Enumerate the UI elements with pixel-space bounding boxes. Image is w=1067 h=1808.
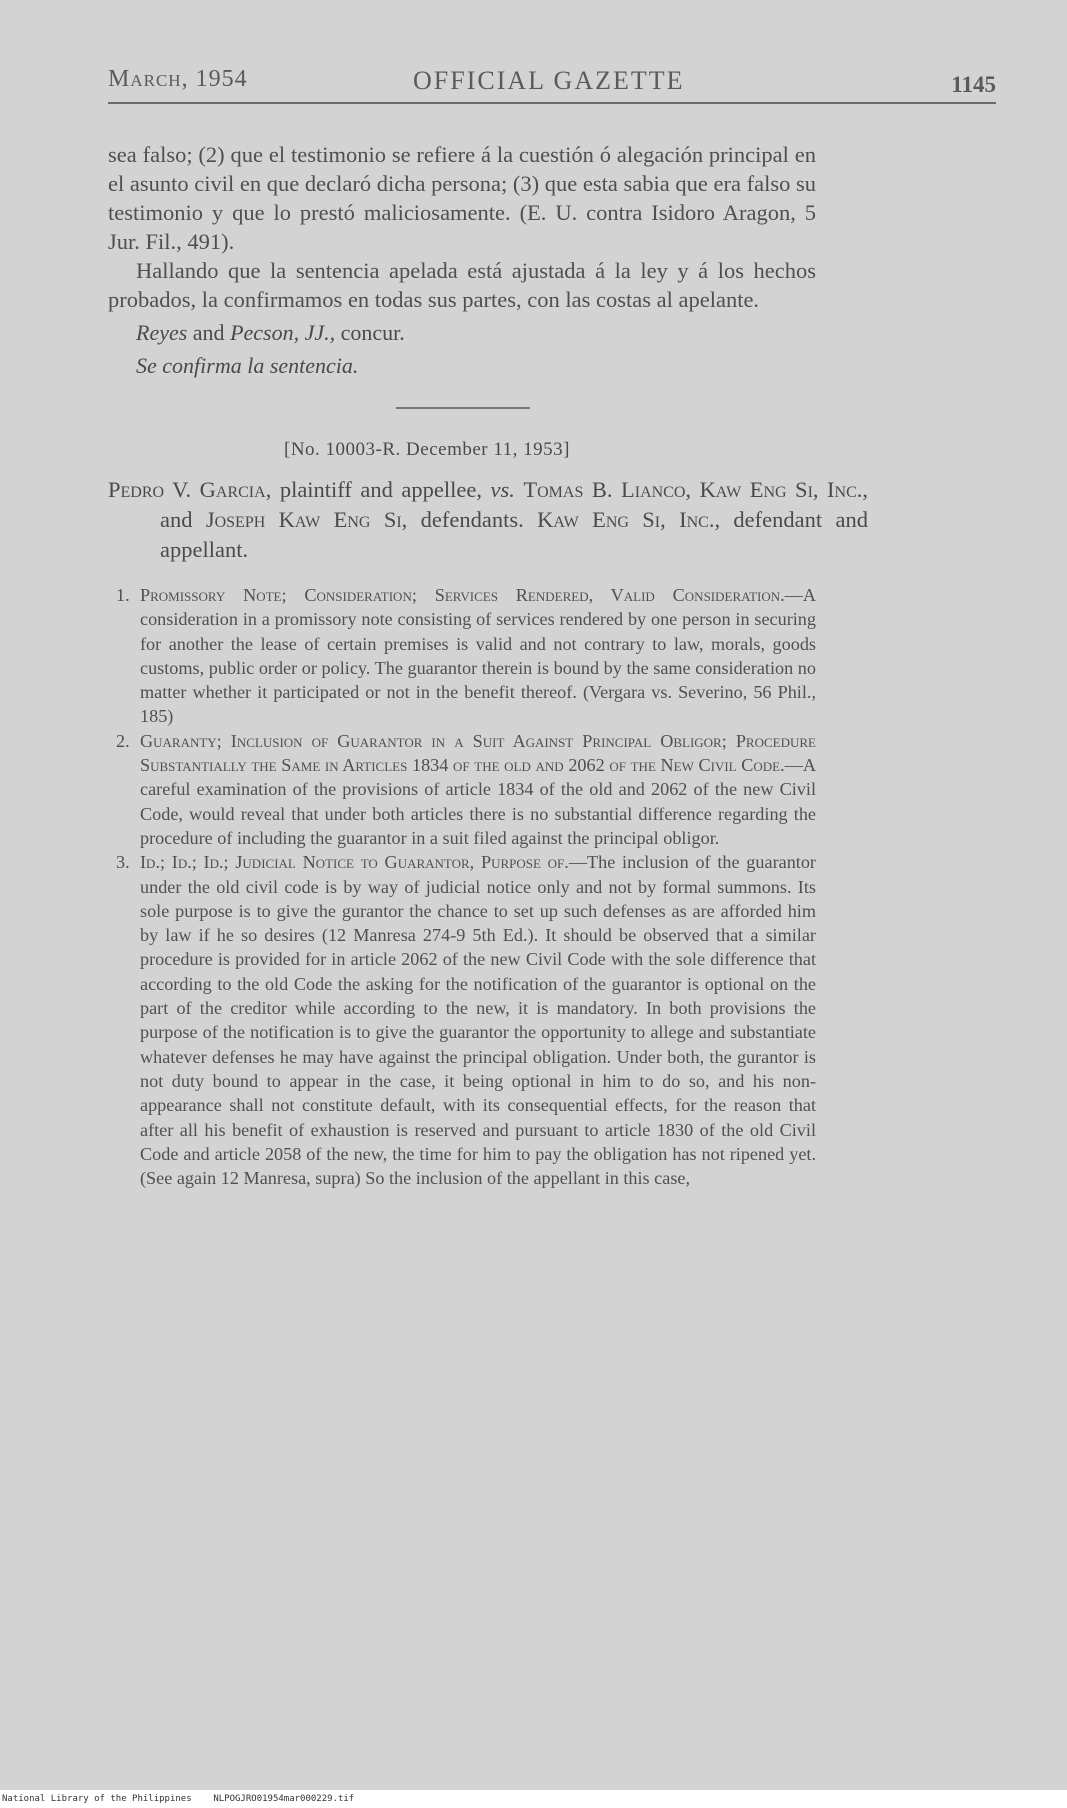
section-divider	[396, 407, 530, 409]
plaintiff-role: , plaintiff and appellee,	[265, 477, 491, 502]
running-header	[108, 62, 996, 104]
scan-footer	[2, 1794, 354, 1804]
syllabus-text: —A careful examination of the provisions of article 1834 of the old and 2062 of the new Civil Code, would reveal that under both articles there is no substantial difference regarding the procedure of including the guarantor in a suit filed against the principal obligor.	[140, 755, 816, 848]
appellant-role: , defendant and appellant.	[160, 507, 868, 562]
versus: vs.	[490, 477, 515, 502]
concur-and: and	[187, 320, 231, 345]
syllabus-item	[108, 583, 816, 729]
separator-1: ,	[685, 477, 700, 502]
syllabus-number: 3.	[116, 852, 130, 873]
syllabus-heading: Promissory Note; Consideration; Services Rendered, Valid Consideration.	[140, 585, 785, 605]
syllabus-item	[108, 850, 816, 1190]
case-number: [No. 10003-R. December 11, 1953]	[284, 439, 570, 460]
concur-justice-2: Pecson, JJ.,	[230, 320, 336, 345]
defendant-2: Kaw Eng Si, Inc.	[699, 477, 863, 502]
plaintiff-name: Pedro V. Garcia	[108, 477, 266, 502]
defendant-3: Joseph Kaw Eng Si	[205, 507, 402, 532]
concurrence-line	[108, 318, 996, 347]
header-publication: OFFICIAL GAZETTE	[413, 66, 685, 95]
disposition: Se confirma la sentencia.	[136, 353, 359, 378]
case-title	[108, 475, 868, 565]
ruling-paragraph: Hallando que la sentencia apelada está ajustada á la ley y á los hechos probados, la confirmamos en todas sus partes, con las costas al apelante.	[108, 258, 816, 312]
defendants-role: , defendants.	[401, 507, 538, 532]
header-date: March, 1954	[108, 66, 248, 92]
syllabus-item	[108, 729, 816, 850]
syllabus-text: —A consideration in a promissory note consisting of services rendered by one person in securing for another the lease of certain premises is valid and not contrary to law, morals, goods customs, public order or policy. The guarantor therein is bound by the same consideration no matter whether it participated or not in the benefit thereof. (Vergara vs. Severino, 56 Phil., 185)	[140, 585, 816, 727]
page-number: 1145	[951, 72, 996, 97]
appellant-name: Kaw Eng Si, Inc.	[537, 507, 715, 532]
gazette-page	[108, 62, 996, 1190]
concur-word: concur.	[335, 320, 405, 345]
footer-filename: NLPOGJRO01954mar000229.tif	[213, 1794, 355, 1804]
concur-justice-1: Reyes	[136, 320, 188, 345]
separator-2: , and	[160, 477, 869, 532]
footer-library: National Library of the Philippines	[2, 1794, 192, 1804]
syllabus-number: 2.	[116, 730, 130, 751]
continuation-paragraph: sea falso; (2) que el testimonio se refiere á la cuestión ó alegación principal en el asunto civil en que declaró dicha persona; (3) que esta sabia que era falso su testimonio y que lo prestó maliciosamente. (E. U. contra Isidoro Aragon, 5 Jur. Fil., 491).	[108, 142, 816, 254]
syllabus	[108, 583, 816, 1190]
syllabus-heading: Id.; Id.; Id.; Judicial Notice to Guarantor, Purpose of.	[140, 852, 569, 873]
defendant-1: Tomas B. Lianco	[523, 477, 686, 502]
syllabus-number: 1.	[116, 585, 130, 605]
syllabus-heading: Guaranty; Inclusion of Guarantor in a Suit Against Principal Obligor; Procedure Substantially the Same in Articles 1834 of the old and 2062 of the New Civil Code.	[140, 730, 816, 776]
syllabus-text: —The inclusion of the guarantor under the old civil code is by way of judicial notice only and not by formal summons. Its sole purpose is to give the gurantor the chance to set up such defenses as are afforded him by law if he so desires (12 Manresa 274-9 5th Ed.). It should be observed that a similar procedure is provided for in article 2062 of the new Civil Code with the sole difference that according to the old Code the asking for the notification of the guarantor is optional on the part of the creditor while according to the new, it is mandatory. In both provisions the purpose of the notification is to give the guarantor the opportunity to allege and substantiate whatever defenses he may have against the principal obligation. Under both, the gurantor is not duty bound to appear in the case, it being optional in him to do so, and his non-appearance shall not constitute default, with its consequential effects, for the reason that after all his benefit of exhaustion is reserved and pursuant to article 1830 of the old Civil Code and article 2058 of the new, the time for him to pay the obligation has not ripened yet. (See again 12 Manresa, supra) So the inclusion of the appellant in this case,	[140, 852, 816, 1189]
